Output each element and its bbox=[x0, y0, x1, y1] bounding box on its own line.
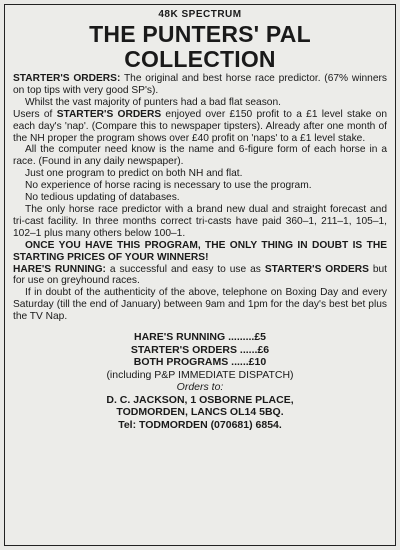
paragraph-databases: No tedious updating of databases. bbox=[25, 192, 180, 204]
telephone: Tel: TODMORDEN (070681) 6854. bbox=[118, 418, 282, 431]
profit-text-a: Users of bbox=[13, 108, 57, 120]
platform-label: 48K SPECTRUM bbox=[158, 9, 242, 20]
price-hares-running: HARE'S RUNNING .........£5 bbox=[133, 331, 267, 344]
price-both-programs: BOTH PROGRAMS ......£10 bbox=[133, 356, 267, 369]
price-starters-orders: STARTER'S ORDERS ......£6 bbox=[130, 343, 270, 356]
title-line-2: COLLECTION bbox=[124, 46, 276, 72]
starters-orders-label-3: STARTER'S ORDERS bbox=[264, 263, 369, 275]
paragraph-experience: No experience of horse racing is necessary to use the program. bbox=[25, 180, 312, 192]
paragraph-claim: ONCE YOU HAVE THIS PROGRAM, THE ONLY THING IN DOUBT IS THE STARTING PRICES OF YOUR WINNERS! bbox=[13, 239, 387, 263]
ad-body bbox=[13, 73, 387, 323]
address-line-1: D. C. JACKSON, 1 OSBORNE PLACE, bbox=[106, 393, 294, 406]
postage-note: (including P&P IMMEDIATE DISPATCH) bbox=[106, 368, 294, 381]
hares-text-a: a successful and easy to use as bbox=[105, 263, 265, 275]
hares-text-b: but for use on greyhound races. bbox=[13, 263, 387, 287]
paragraph-intro bbox=[13, 73, 387, 97]
starters-orders-label-2: STARTER'S ORDERS bbox=[56, 108, 162, 120]
price-list bbox=[13, 331, 387, 431]
paragraph-authenticity: If in doubt of the authenticity of the above, telephone on Boxing Day and every Saturday (till the end of January) between 9am and 1pm for the day's best bet plus the TV Nap. bbox=[13, 287, 387, 323]
profit-text-b: enjoyed over £150 profit to a £1 level stake on each day's 'nap'. (Compare this to newspaper tipsters). Already after one month of the NH proper the program shows over £40 profit on 'naps' to a £1 level stake. bbox=[13, 108, 388, 144]
hares-running-label: HARE'S RUNNING: bbox=[13, 263, 106, 275]
intro-text: The original and best horse race predictor. (67% winners on top tips with very good SP's). bbox=[13, 73, 387, 96]
paragraph-form: All the computer need know is the name and 6-figure form of each horse in a race. (Found in any daily newspaper). bbox=[13, 144, 387, 168]
paragraph-profit bbox=[13, 109, 387, 145]
paragraph-one-program: Just one program to predict on both NH and flat. bbox=[25, 168, 243, 180]
paragraph-hares bbox=[13, 264, 387, 288]
title-line-1: THE PUNTERS' PAL bbox=[89, 21, 311, 47]
advertisement bbox=[4, 4, 396, 546]
paragraph-season: Whilst the vast majority of punters had a bad flat season. bbox=[25, 96, 281, 108]
orders-to-label: Orders to: bbox=[176, 381, 224, 394]
address-line-2: TODMORDEN, LANCS OL14 5BQ. bbox=[116, 406, 284, 419]
paragraph-tricast: The only horse race predictor with a brand new dual and straight forecast and tri-cast facility. In three months correct tri-casts have paid 360–1, 211–1, 105–1, 102–1 plus many others below 100–1. bbox=[13, 203, 387, 239]
starters-orders-label: STARTER'S ORDERS: bbox=[13, 73, 121, 84]
